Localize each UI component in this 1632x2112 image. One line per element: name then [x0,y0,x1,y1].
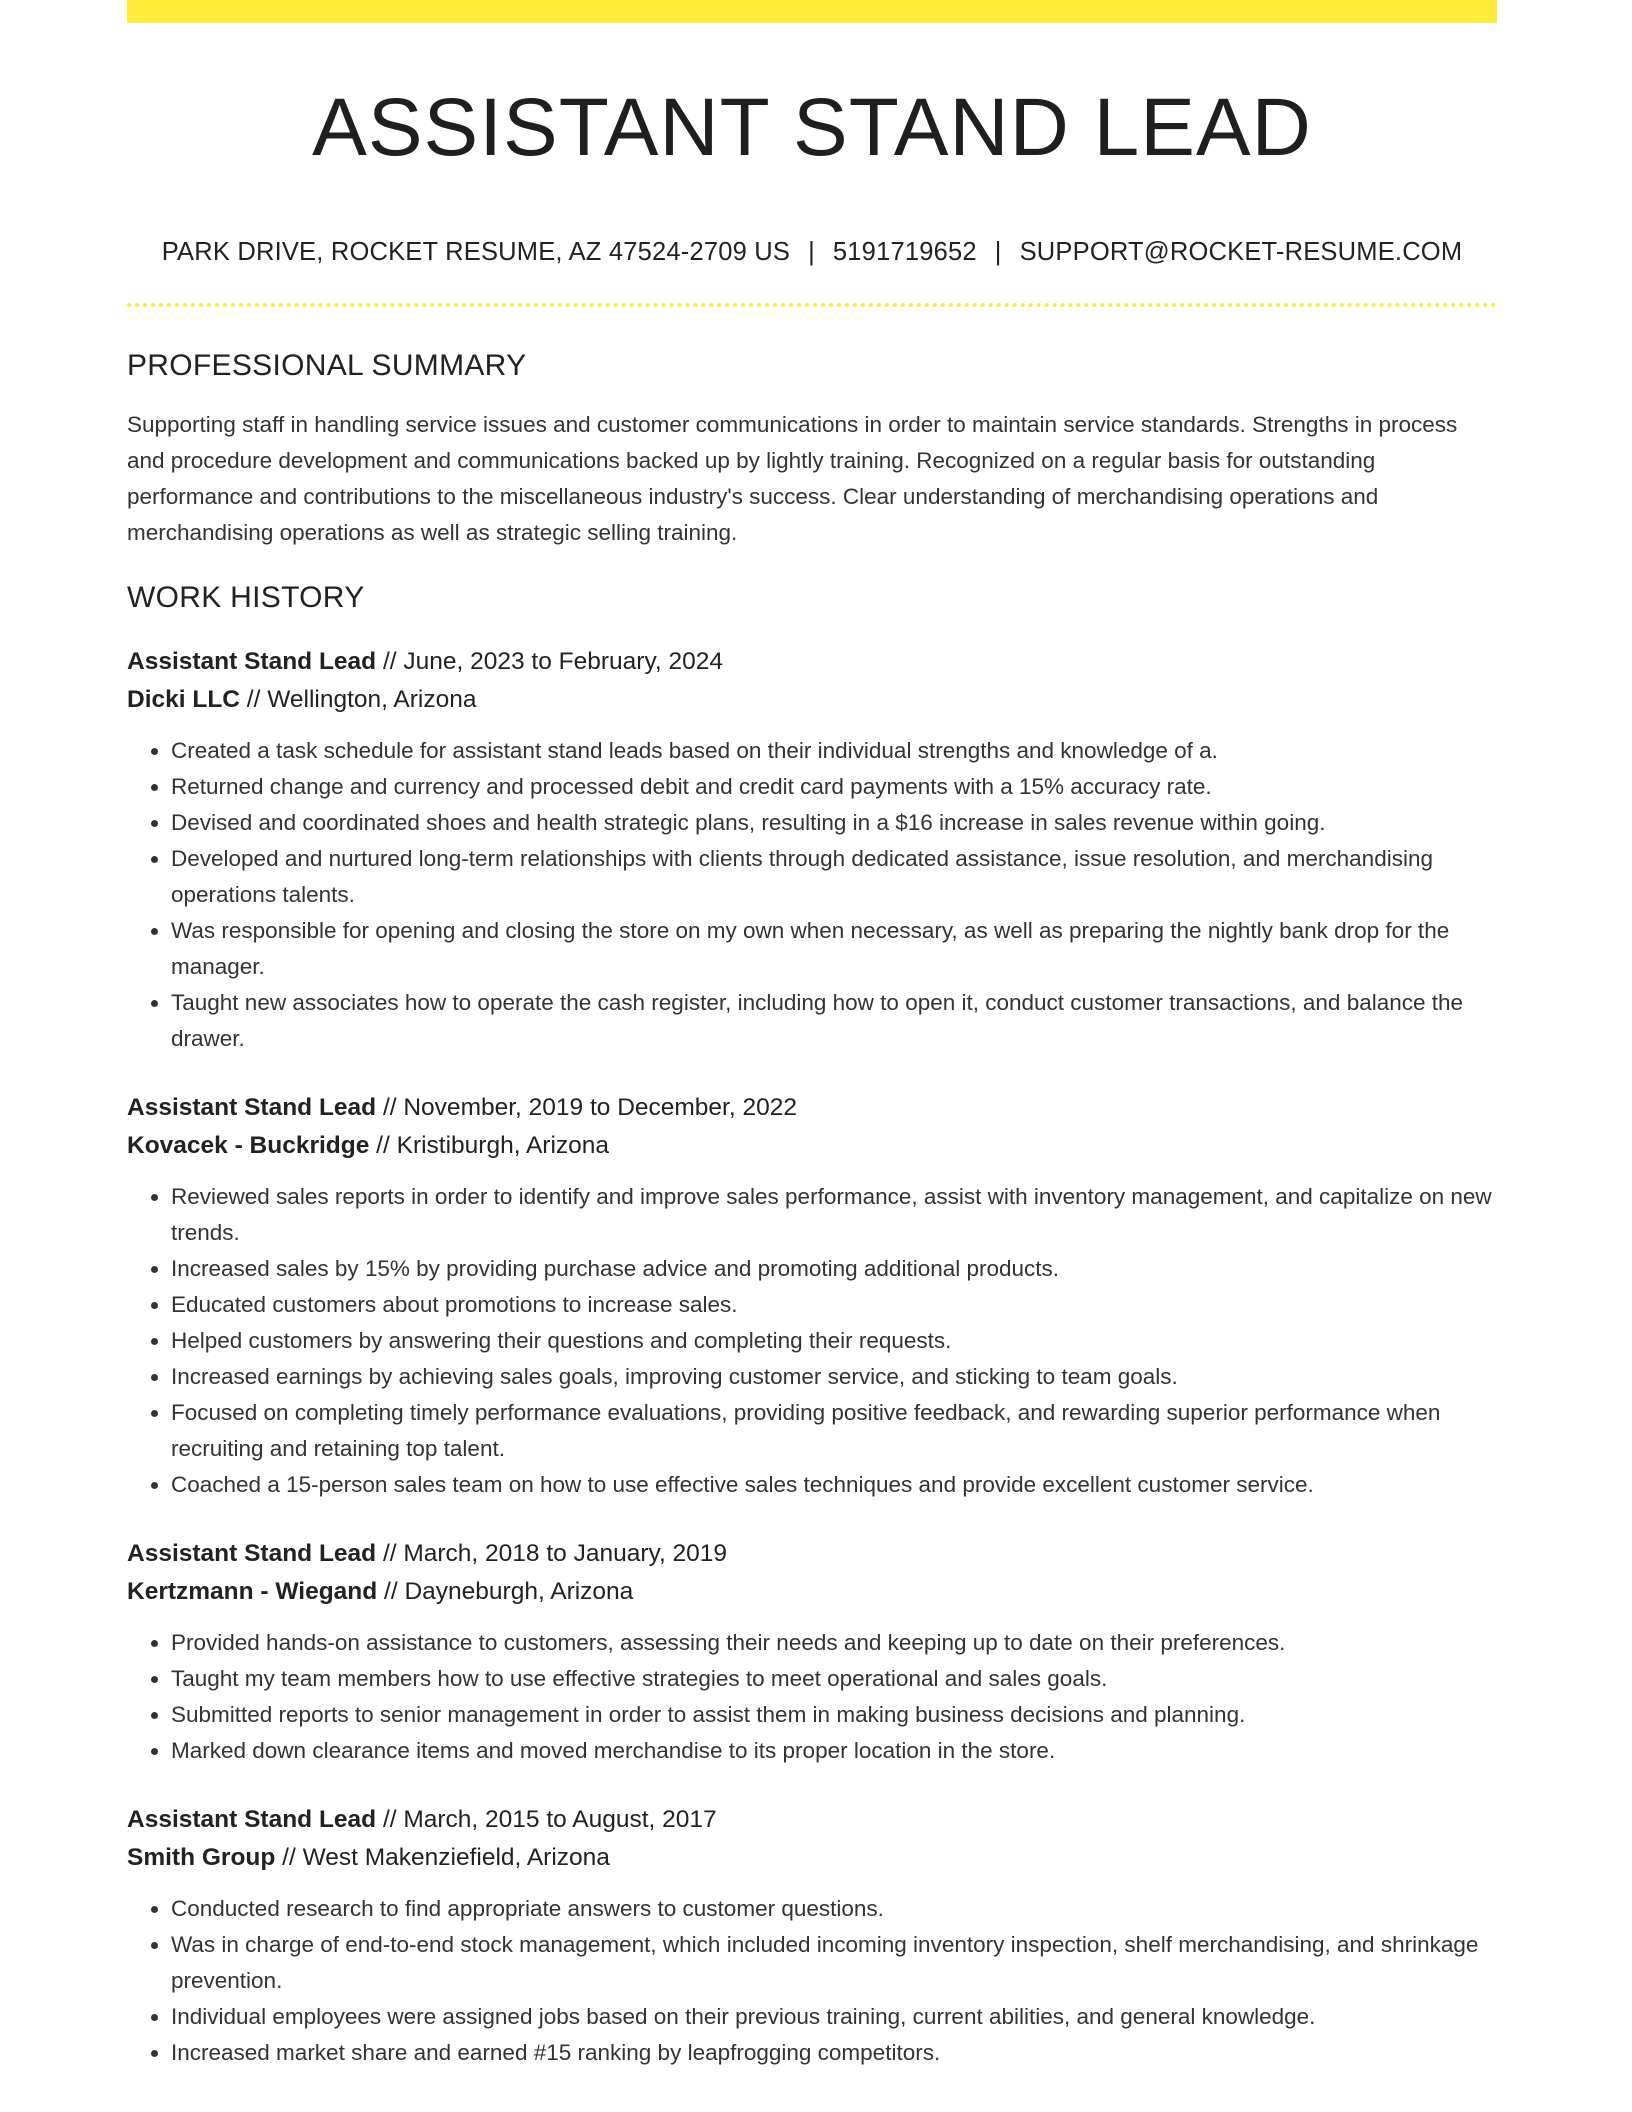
work-history-list [127,643,1497,2071]
job-title: Assistant Stand Lead [127,1094,377,1122]
work-history-heading: WORK HISTORY [127,581,365,615]
job-company: Kertzmann - Wiegand [127,1578,378,1606]
job-title-line [127,1535,1497,1573]
job-location: // Kristiburgh, Arizona [369,1132,610,1160]
job-bullet-list [127,1179,1497,1503]
job-entry [127,1089,1497,1503]
job-bullet: • Was in charge of end-to-end stock management, which included incoming inventory inspection, shelf merchandising, and shrinkage prevention. [171,1927,1497,1999]
job-bullet: • Individual employees were assigned jobs based on their previous training, current abilities, and general knowledge. [171,1999,1497,2035]
job-title: Assistant Stand Lead [127,1806,377,1834]
job-bullet: • Developed and nurtured long-term relationships with clients through dedicated assistance, issue resolution, and merchandising operations talents. [171,841,1497,913]
job-company: Dicki LLC [127,686,240,714]
job-company-line [127,1127,1497,1165]
job-bullet: • Conducted research to find appropriate answers to customer questions. [171,1891,1497,1927]
job-dates: // March, 2015 to August, 2017 [376,1806,717,1834]
job-bullet: • Marked down clearance items and moved merchandise to its proper location in the store. [171,1733,1497,1769]
job-title-line [127,1089,1497,1127]
job-bullet: • Increased market share and earned #15 ranking by leapfrogging competitors. [171,2035,1497,2071]
job-bullet: • Returned change and currency and processed debit and credit card payments with a 15% accuracy rate. [171,769,1497,805]
job-bullet: • Taught my team members how to use effective strategies to meet operational and sales goals. [171,1661,1497,1697]
job-title-line [127,643,1497,681]
job-company-line [127,1573,1497,1611]
job-dates: // November, 2019 to December, 2022 [376,1094,797,1122]
accent-bar [127,0,1497,23]
summary-text: Supporting staff in handling service issues and customer communications in order to maintain service standards. Strengths in process and procedure development and communications backed up by lightly training. Recognized on a regular basis for outstanding performance and contributions to the miscellaneous industry's success. Clear understanding of merchandising operations and merchandising operations as well as strategic selling training. [127,412,1458,546]
job-entry [127,643,1497,1057]
job-title: Assistant Stand Lead [127,648,377,676]
job-dates: // March, 2018 to January, 2019 [376,1540,728,1568]
job-bullet: • Coached a 15-person sales team on how to use effective sales techniques and provide excellent customer service. [171,1467,1497,1503]
job-company: Smith Group [127,1844,276,1872]
job-bullet-list [127,1625,1497,1769]
job-location: // Wellington, Arizona [240,686,477,714]
contact-separator: | [808,238,815,267]
job-dates: // June, 2023 to February, 2024 [376,648,723,676]
job-bullet-list [127,733,1497,1057]
job-company: Kovacek - Buckridge [127,1132,370,1160]
summary-heading: PROFESSIONAL SUMMARY [127,349,527,383]
job-bullet: • Focused on completing timely performance evaluations, providing positive feedback, and rewarding superior performance when recruiting and retaining top talent. [171,1395,1497,1467]
resume-page [127,0,1497,2071]
job-bullet: • Increased sales by 15% by providing purchase advice and promoting additional products. [171,1251,1497,1287]
job-company-line [127,681,1497,719]
job-bullet: • Provided hands-on assistance to customers, assessing their needs and keeping up to date on their preferences. [171,1625,1497,1661]
contact-phone: 5191719652 [832,238,977,267]
contact-address: PARK DRIVE, ROCKET RESUME, AZ 47524-2709 US [161,238,791,267]
job-entry [127,1801,1497,2071]
job-bullet: • Taught new associates how to operate the cash register, including how to open it, conduct customer transactions, and balance the drawer. [171,985,1497,1057]
resume-title: ASSISTANT STAND LEAD [312,82,1312,173]
job-bullet: • Educated customers about promotions to increase sales. [171,1287,1497,1323]
job-bullet: • Submitted reports to senior management in order to assist them in making business decisions and planning. [171,1697,1497,1733]
job-bullet: • Increased earnings by achieving sales goals, improving customer service, and sticking to team goals. [171,1359,1497,1395]
contact-separator: | [994,238,1002,267]
job-bullet: • Reviewed sales reports in order to identify and improve sales performance, assist with inventory management, and capitalize on new trends. [171,1179,1497,1251]
job-bullet: • Helped customers by answering their questions and completing their requests. [171,1323,1497,1359]
job-entry [127,1535,1497,1769]
job-title: Assistant Stand Lead [127,1540,377,1568]
job-location: // Dayneburgh, Arizona [377,1578,634,1606]
job-company-line [127,1839,1497,1877]
contact-email[interactable]: SUPPORT@ROCKET-RESUME.COM [1019,238,1463,267]
job-title-line [127,1801,1497,1839]
contact-line [127,238,1497,267]
job-location: // West Makenziefield, Arizona [275,1844,610,1872]
job-bullet: • Created a task schedule for assistant stand leads based on their individual strengths and knowledge of a. [171,733,1497,769]
job-bullet: • Devised and coordinated shoes and health strategic plans, resulting in a $16 increase in sales revenue within going. [171,805,1497,841]
job-bullet-list [127,1891,1497,2071]
job-bullet: • Was responsible for opening and closing the store on my own when necessary, as well as preparing the nightly bank drop for the manager. [171,913,1497,985]
dotted-divider [127,303,1497,307]
